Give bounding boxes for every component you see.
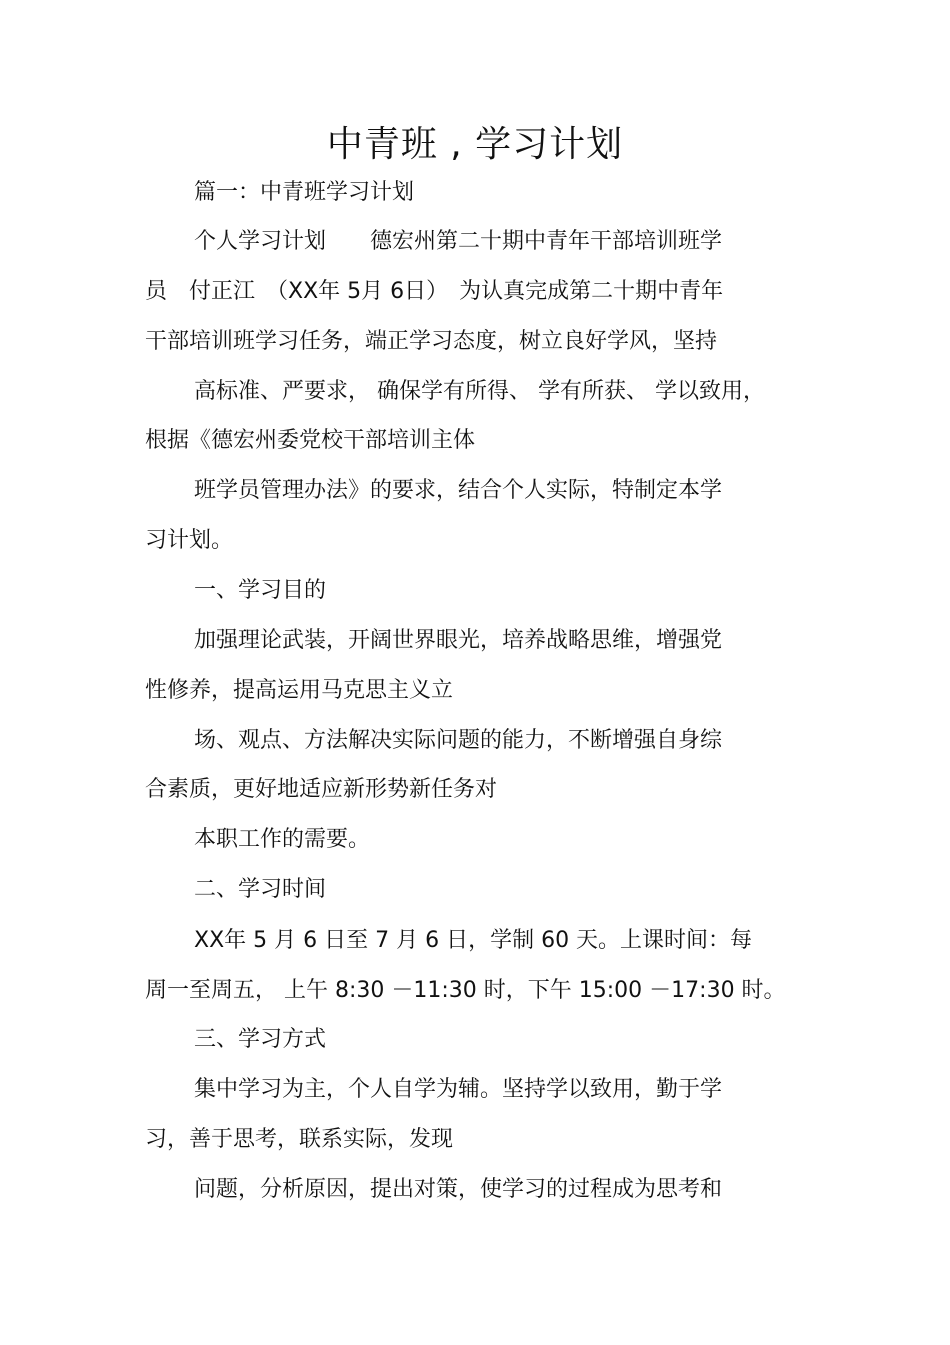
text-line: 性修养，提高运用马克思主义立 [145, 678, 454, 703]
text-line: 员 付正江 （XX年 5月 6日） 为认真完成第二十期中青年 [145, 279, 724, 304]
text-line: 个人学习计划 德宏州第二十期中青年干部培训班学 [194, 229, 723, 254]
text-line: XX年 5 月 6 日至 7 月 6 日，学制 60 天。上课时间：每 [194, 928, 753, 953]
document-title: 中青班 , 学习计划 [326, 124, 624, 165]
text-line: 周一至周五， 上午 8:30 －11:30 时，下午 15:00 －17:30 时。 [145, 978, 786, 1003]
text-line: 高标准、严要求， 确保学有所得、 学有所获、 学以致用， [194, 379, 765, 404]
text-line: 本职工作的需要。 [194, 827, 371, 852]
text-line: 加强理论武装，开阔世界眼光，培养战略思维，增强党 [194, 628, 723, 653]
section-heading: 三、学习方式 [194, 1027, 327, 1052]
text-line: 根据《德宏州委党校干部培训主体 [145, 428, 476, 453]
text-line: 习计划。 [145, 528, 234, 553]
text-line: 场、观点、方法解决实际问题的能力，不断增强自身综 [194, 728, 723, 753]
text-line: 班学员管理办法》的要求，结合个人实际，特制定本学 [194, 478, 723, 503]
section-heading: 二、学习时间 [194, 877, 327, 902]
text-line: 集中学习为主，个人自学为辅。坚持学以致用，勤于学 [194, 1077, 723, 1102]
section-heading: 一、学习目的 [194, 578, 327, 603]
text-line: 干部培训班学习任务，端正学习态度，树立良好学风，坚持 [145, 329, 718, 354]
text-line: 习，善于思考，联系实际，发现 [145, 1127, 454, 1152]
text-line: 合素质，更好地适应新形势新任务对 [145, 777, 498, 802]
text-line: 篇一：中青班学习计划 [194, 180, 415, 205]
text-line: 问题，分析原因，提出对策，使学习的过程成为思考和 [194, 1177, 723, 1202]
